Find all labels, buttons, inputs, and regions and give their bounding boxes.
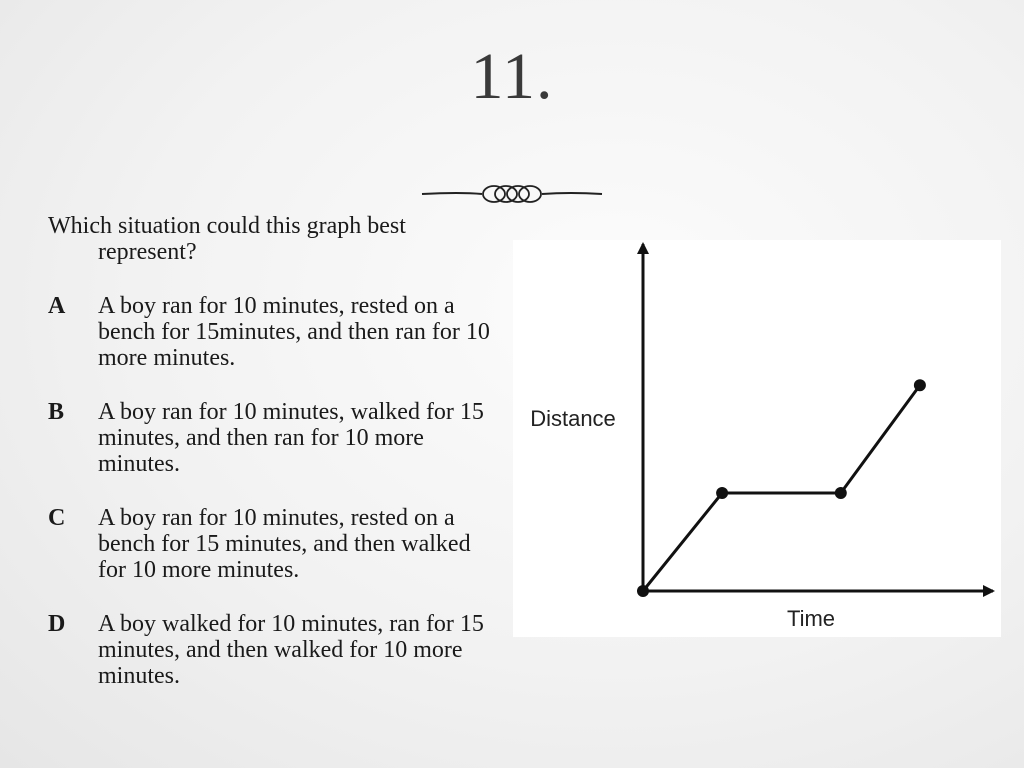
question-block [48, 213, 493, 717]
data-point-0 [637, 585, 649, 597]
data-point-1 [716, 487, 728, 499]
slide-title: 11. [470, 40, 554, 113]
option-letter: C [48, 505, 66, 531]
answer-option-b[interactable] [48, 399, 493, 477]
distance-time-graph [513, 240, 1001, 637]
option-letter: D [48, 611, 66, 637]
answer-option-c[interactable] [48, 505, 493, 583]
option-text: A boy ran for 10 minutes, rested on a bench for 15minutes, and then ran for 10 more minutes. [98, 293, 490, 371]
option-text: A boy ran for 10 minutes, walked for 15 minutes, and then ran for 10 more minutes. [98, 399, 484, 477]
x-axis-label: Time [786, 606, 836, 631]
series-group [637, 379, 926, 597]
data-point-2 [835, 487, 847, 499]
data-point-3 [914, 379, 926, 391]
option-letter: B [48, 399, 65, 425]
series-line [643, 385, 920, 591]
option-letter: A [48, 293, 66, 319]
chart-svg [513, 240, 1001, 637]
answer-option-a[interactable] [48, 293, 493, 371]
option-text: A boy ran for 10 minutes, rested on a bench for 15 minutes, and then walked for 10 more minutes. [98, 505, 471, 583]
answer-option-d[interactable] [48, 611, 493, 689]
question-text: Which situation could this graph best represent? [48, 213, 406, 265]
y-axis-label: Distance [530, 406, 616, 431]
title-flourish-divider [420, 180, 604, 208]
option-text: A boy walked for 10 minutes, ran for 15 minutes, and then walked for 10 more minutes. [98, 611, 484, 689]
